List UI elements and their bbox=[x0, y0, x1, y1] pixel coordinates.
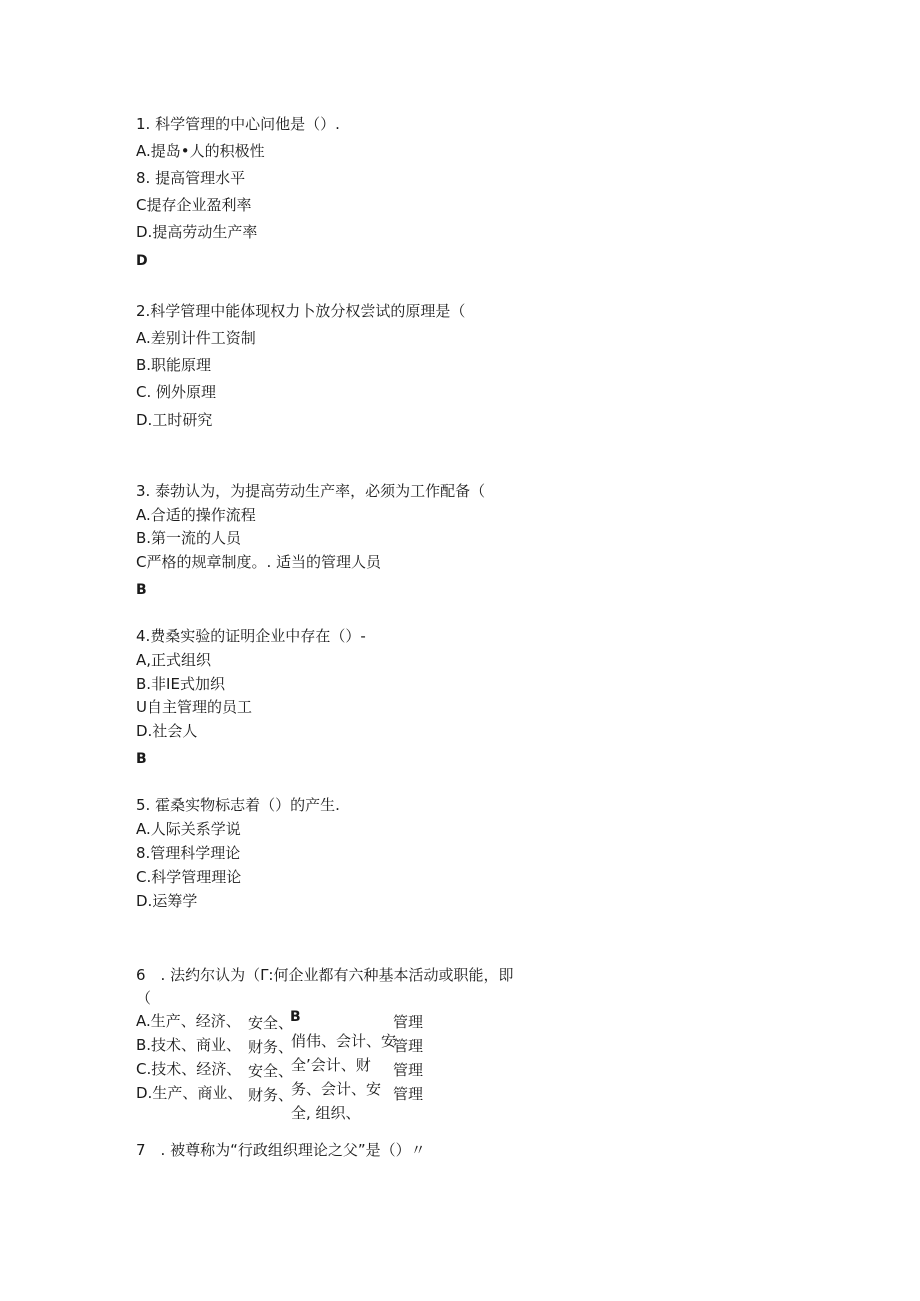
q2-stem: 2.科学管理中能体现权力卜放分权尝试的原理是（ bbox=[136, 302, 466, 320]
q3-stem: 3. 泰勃认为，为提高劳动生产率，必须为工作配备（ bbox=[136, 482, 486, 500]
q6-options-column-2 bbox=[248, 1011, 293, 1107]
q1-option-b: 8. 提高管理水平 bbox=[136, 169, 246, 187]
q2-option-b: B.职能原理 bbox=[136, 356, 212, 374]
q6-col2-d: 财务、 bbox=[248, 1086, 294, 1104]
q4-answer: B bbox=[136, 751, 147, 767]
q6-options-column-4 bbox=[393, 1010, 423, 1106]
q6-col2-b: 财务、 bbox=[248, 1038, 294, 1056]
q6-col3-line1: 俏伟、会计、安 bbox=[291, 1032, 397, 1050]
q5-option-c: C.科学管理理论 bbox=[136, 868, 242, 886]
q6-col3-head: B bbox=[290, 1009, 301, 1025]
q6-stem-continuation: （ bbox=[136, 989, 152, 1007]
q6-col4-b: 管理 bbox=[393, 1037, 424, 1055]
q4-option-a: A,正式组织 bbox=[136, 651, 212, 669]
q4-option-d: D.社会人 bbox=[136, 722, 198, 740]
q6-col4-d: 管理 bbox=[393, 1085, 424, 1103]
q6-col3-line2: 全’会计、财 bbox=[291, 1056, 371, 1074]
q6-options-column-3 bbox=[291, 1029, 396, 1125]
q1-option-d: D.提高劳动生产率 bbox=[136, 223, 258, 241]
q6-col1-b: B.技术、商业、 bbox=[136, 1036, 242, 1054]
q3-option-b: B.第一流的人员 bbox=[136, 529, 242, 547]
q1-stem: 1. 科学管理的中心问他是（）. bbox=[136, 115, 340, 133]
q6-col2-c: 安全、 bbox=[248, 1062, 294, 1080]
q6-col1-c: C.技术、经济、 bbox=[136, 1060, 242, 1078]
q6-col1-d: D.生产、商业、 bbox=[136, 1084, 243, 1102]
q2-option-d: D.工时研究 bbox=[136, 411, 213, 429]
q3-option-a: A.合适的操作流程 bbox=[136, 506, 256, 524]
q5-option-b: 8.管理科学理论 bbox=[136, 844, 241, 862]
q6-col4-c: 管理 bbox=[393, 1061, 424, 1079]
q5-option-d: D.运筹学 bbox=[136, 892, 198, 910]
q2-option-a: A.差别计件工资制 bbox=[136, 329, 256, 347]
q6-col3-line3: 务、会计、安 bbox=[291, 1080, 382, 1098]
q5-option-a: A.人际关系学说 bbox=[136, 820, 241, 838]
q3-answer: B bbox=[136, 582, 147, 598]
q4-option-c: U自主管理的员工 bbox=[136, 698, 252, 716]
q1-option-c: C提存企业盈利率 bbox=[136, 196, 252, 214]
q1-option-a: A.提岛•人的积极性 bbox=[136, 142, 265, 160]
q4-stem: 4.费桑实验的证明企业中存在（）- bbox=[136, 627, 366, 645]
q3-option-c: C严格的规章制度。. 适当的管理人员 bbox=[136, 553, 382, 571]
q5-stem: 5. 霍桑实物标志着（）的产生. bbox=[136, 796, 340, 814]
q6-col2-a: 安全、 bbox=[248, 1014, 294, 1032]
q6-stem: 6 . 法约尔认为（Γ:何企业都有六种基本活动或职能，即 bbox=[136, 966, 514, 984]
q1-answer: D bbox=[136, 253, 148, 269]
q4-option-b: B.非IE式加织 bbox=[136, 675, 225, 693]
q2-option-c: C. 例外原理 bbox=[136, 383, 217, 401]
q6-col3-line4: 全, 组织、 bbox=[291, 1104, 361, 1122]
q6-options-column-1 bbox=[136, 1009, 242, 1105]
q6-col4-a: 管理 bbox=[393, 1013, 424, 1031]
q6-col1-a: A.生产、经济、 bbox=[136, 1012, 241, 1030]
q7-stem: 7 . 被尊称为“行政组织理论之父”是（）〃 bbox=[136, 1141, 426, 1159]
